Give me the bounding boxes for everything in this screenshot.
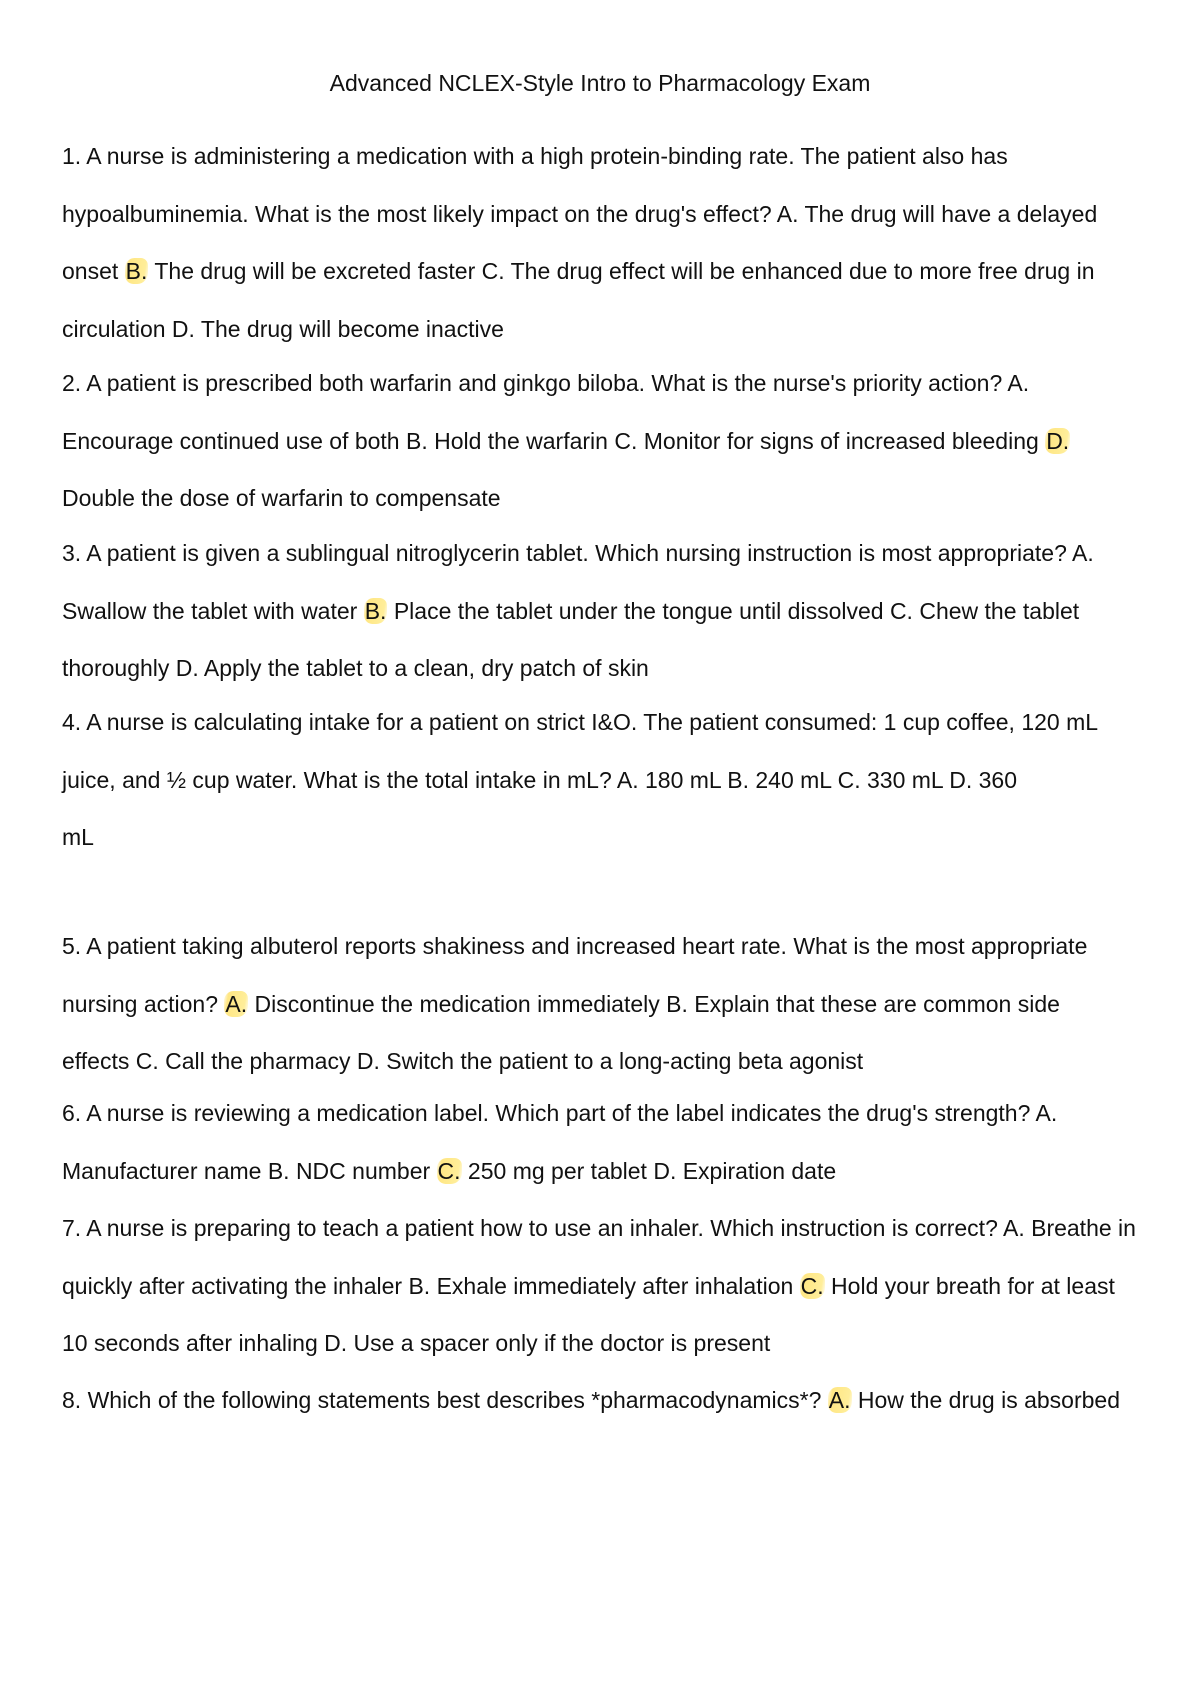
- question-trailing-unit: mL: [62, 824, 94, 850]
- highlighted-answer: A.: [225, 990, 248, 1017]
- question-text: 4. A nurse is calculating intake for a patient on strict I&O. The patient consumed: 1 cup coffee, 120 mL juice, and ½ cup water. What is the total intake in mL? A. 180 mL B. 240 mL C. 330 mL D. 360: [62, 709, 1098, 793]
- question-text: Double the dose of warfarin to compensate: [62, 485, 501, 511]
- highlighted-answer: C.: [437, 1157, 461, 1184]
- question-text: 3. A patient is given a sublingual nitroglycerin tablet. Which nursing instruction is most appropriate? A. Swallow the tablet with water: [62, 540, 1094, 624]
- question-text: 250 mg per tablet D. Expiration date: [461, 1157, 837, 1184]
- question-text: The drug will be excreted faster C. The drug effect will be enhanced due to more free drug in circulation D. The drug will become inactive: [62, 258, 1095, 342]
- question-text: How the drug is absorbed: [851, 1387, 1120, 1413]
- highlighted-answer: C.: [800, 1272, 824, 1299]
- question-text: 6. A nurse is reviewing a medication label. Which part of the label indicates the drug's strength? A. Manufacturer name B. NDC number: [62, 1100, 1058, 1184]
- highlighted-answer: A.: [828, 1387, 851, 1413]
- question-3: [62, 525, 1112, 698]
- highlighted-answer: B.: [125, 258, 148, 284]
- question-8: [62, 1372, 1148, 1430]
- highlighted-answer: B.: [364, 597, 387, 624]
- question-2: [62, 355, 1132, 528]
- question-text: Hold your breath for at least 10 seconds after inhaling D. Use a spacer only if the doctor is present: [62, 1272, 1115, 1356]
- question-1: [62, 128, 1122, 358]
- question-6: [62, 1085, 1142, 1200]
- question-text: 8. Which of the following statements best describes *pharmacodynamics*?: [62, 1387, 828, 1413]
- question-text: Place the tablet under the tongue until dissolved C. Chew the tablet thoroughly D. Apply the tablet to a clean, dry patch of skin: [62, 597, 1080, 681]
- question-text: 5. A patient taking albuterol reports shakiness and increased heart rate. What is the most appropriate nursing action?: [62, 933, 1088, 1017]
- question-text: 7. A nurse is preparing to teach a patient how to use an inhaler. Which instruction is correct? A. Breathe in quickly after activating the inhaler B. Exhale immediately after inhalation: [62, 1215, 1136, 1299]
- page-title: Advanced NCLEX-Style Intro to Pharmacology Exam: [329, 70, 871, 96]
- question-text: 2. A patient is prescribed both warfarin and ginkgo biloba. What is the nurse's priority action? A. Encourage continued use of both B. Hold the warfarin C. Monitor for signs of increased bleeding: [62, 370, 1046, 454]
- question-5: [62, 918, 1122, 1091]
- question-text: 1. A nurse is administering a medication with a high protein-binding rate. The patient also has hypoalbuminemia. What is the most likely impact on the drug's effect? A. The drug will have a delayed onset: [62, 143, 1098, 284]
- question-4: [62, 694, 1152, 867]
- question-text: Discontinue the medication immediately B. Explain that these are common side effects C. Call the pharmacy D. Switch the patient to a long-acting beta agonist: [62, 990, 1060, 1074]
- question-7: [62, 1200, 1142, 1373]
- highlighted-answer: D.: [1046, 427, 1070, 454]
